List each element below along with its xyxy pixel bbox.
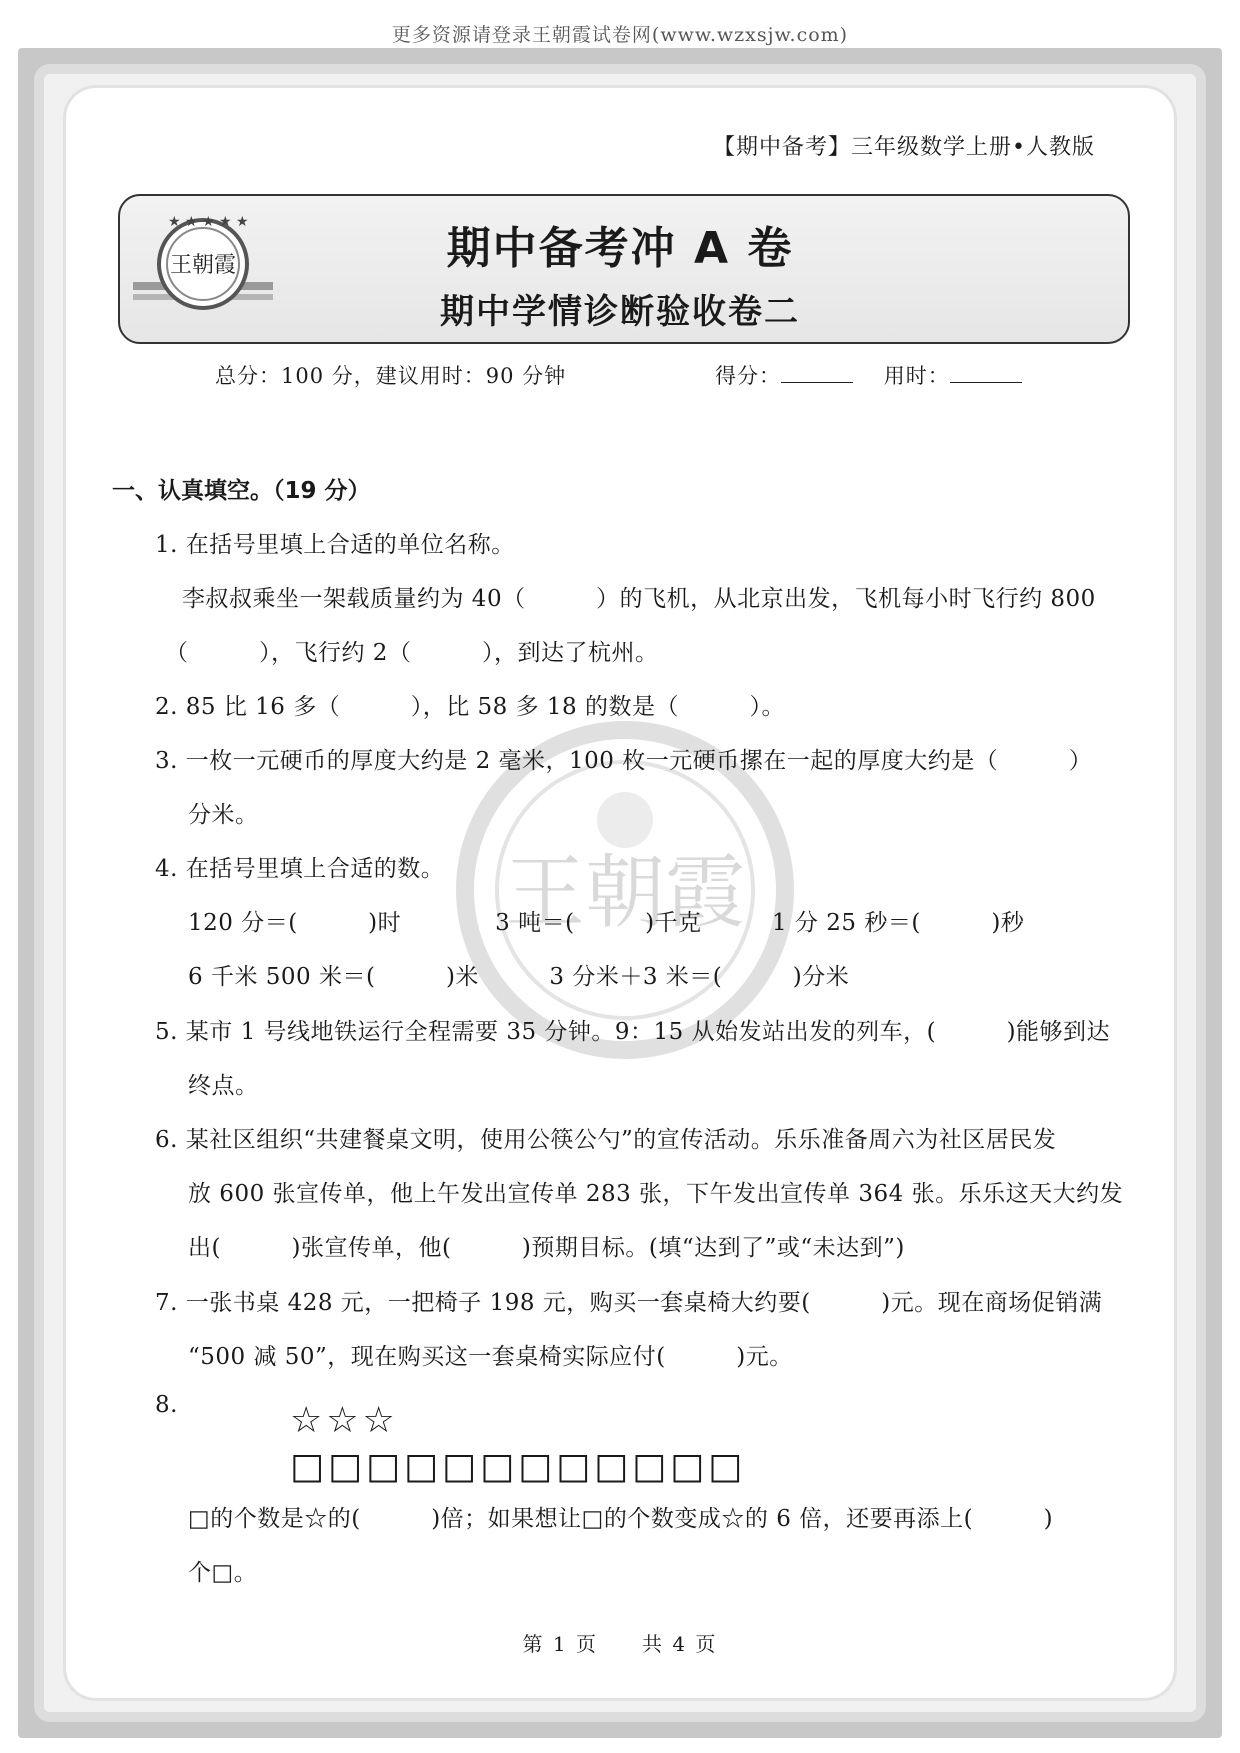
svg-text:王朝霞: 王朝霞 [505,846,745,939]
star-row: ☆☆☆ [290,1400,399,1441]
page-subtitle: 期中学情诊断验收卷二 [440,292,800,332]
question-line: 2. 85 比 16 多（ ），比 58 多 18 的数是（ ）。 [155,694,785,720]
section-title: 一、认真填空。（19 分） [112,478,371,504]
time-blank[interactable] [950,362,1022,383]
question-line: 7. 一张书桌 428 元，一把椅子 198 元，购买一套桌椅大约要( )元。现在商场促销满 [155,1290,1103,1316]
question-line: 放 600 张宣传单，他上午发出宣传单 283 张，下午发出宣传单 364 张。乐乐这天大约发 [188,1181,1124,1207]
question-line: 120 分＝( )时 3 吨＝( )千克 1 分 25 秒＝( )秒 [188,910,1025,936]
score-time-fields [715,360,1022,390]
question-line: 8. [155,1392,178,1418]
question-line: “500 减 50”，现在购买这一套桌椅实际应付( )元。 [188,1344,793,1370]
question-line: □的个数是☆的( )倍；如果想让□的个数变成☆的 6 倍，还要再添上( ) [188,1506,1054,1532]
edition-label: 【期中备考】三年级数学上册•人教版 [713,135,1095,160]
score-blank[interactable] [781,362,853,383]
score-label: 得分： [715,364,781,388]
page-title: 期中备考冲 A 卷 [446,223,794,274]
question-line: 3. 一枚一元硬币的厚度大约是 2 毫米，100 枚一元硬币摞在一起的厚度大约是（ ） [155,748,1093,774]
question-line: 6. 某社区组织“共建餐桌文明，使用公筷公勺”的宣传活动。乐乐准备周六为社区居民发 [155,1127,1057,1153]
question-line: 李叔叔乘坐一架载质量约为 40（ ）的飞机，从北京出发，飞机每小时飞行约 800 [182,586,1096,612]
question-line: 1. 在括号里填上合适的单位名称。 [155,532,515,558]
question-line: 出( )张宣传单，他( )预期目标。(填“达到了”或“未达到”) [188,1235,905,1261]
question-line: 个□。 [188,1560,258,1586]
svg-text:★ ★ ★ ★ ★: ★ ★ ★ ★ ★ [168,214,249,230]
question-line: 分米。 [188,802,259,828]
site-header: 更多资源请登录王朝霞试卷网(www.wzxsjw.com) [391,24,849,46]
question-line: 6 千米 500 米＝( )米 3 分米＋3 米＝( )分米 [188,964,850,990]
exam-meta: 总分：100 分，建议用时：90 分钟 [215,364,567,388]
question-line: （ ），飞行约 2（ ），到达了杭州。 [165,640,659,666]
time-label: 用时： [883,364,950,388]
svg-text:王朝霞: 王朝霞 [169,253,237,278]
question-line: 5. 某市 1 号线地铁运行全程需要 35 分钟。9：15 从始发站出发的列车，( )能够到达 [155,1019,1111,1045]
square-row: □□□□□□□□□□□□ [290,1446,747,1487]
page-footer: 第 1 页 共 4 页 [522,1632,718,1656]
question-line: 4. 在括号里填上合适的数。 [155,856,445,882]
question-line: 终点。 [188,1073,259,1099]
